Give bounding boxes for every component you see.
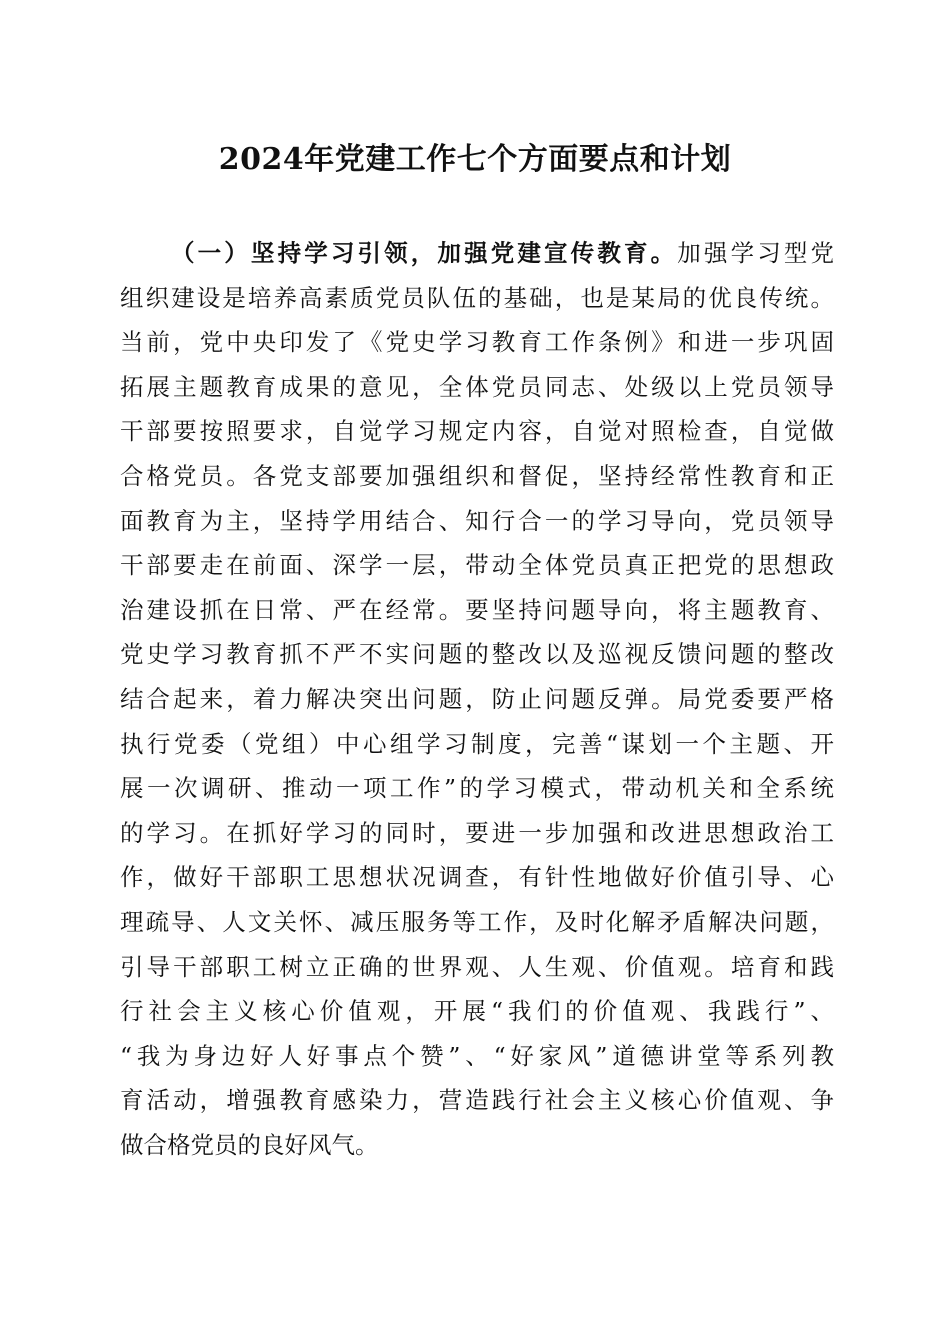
- paragraph-line: 行社会主义核心价值观，开展“我们的价值观、我践行”、: [120, 997, 834, 1026]
- document-title: 2024年党建工作七个方面要点和计划: [218, 142, 732, 177]
- paragraph-line: 组织建设是培养高素质党员队伍的基础，也是某局的优良传统。: [120, 283, 834, 312]
- paragraph-line: 展一次调研、推动一项工作”的学习模式，带动机关和全系统: [120, 774, 834, 803]
- paragraph-line: 作，做好干部职工思想状况调查，有针性地做好价值引导、心: [120, 863, 834, 892]
- paragraph-line: 育活动，增强教育感染力，营造践行社会主义核心价值观、争: [120, 1086, 834, 1115]
- paragraph-line: 治建设抓在日常、严在经常。要坚持问题导向，将主题教育、: [120, 595, 834, 624]
- paragraph-line: 理疏导、人文关怀、减压服务等工作，及时化解矛盾解决问题，: [120, 907, 834, 936]
- paragraph-line-1-text: 加强学习型党: [677, 239, 835, 267]
- paragraph-line: 的学习。在抓好学习的同时，要进一步加强和改进思想政治工: [120, 818, 834, 847]
- paragraph-line: “我为身边好人好事点个赞”、“好家风”道德讲堂等系列教: [120, 1041, 834, 1070]
- paragraph-line: 党史学习教育抓不严不实问题的整改以及巡视反馈问题的整改: [120, 640, 834, 669]
- paragraph-line: 拓展主题教育成果的意见，全体党员同志、处级以上党员领导: [120, 372, 834, 401]
- paragraph-line: 执行党委（党组）中心组学习制度，完善“谋划一个主题、开: [120, 729, 834, 758]
- paragraph-line: 干部要按照要求，自觉学习规定内容，自觉对照检查，自觉做: [120, 417, 834, 446]
- paragraph-line: 引导干部职工树立正确的世界观、人生观、价值观。培育和践: [120, 952, 834, 981]
- paragraph-line: 当前，党中央印发了《党史学习教育工作条例》和进一步巩固: [120, 328, 834, 357]
- section-1-heading: （一）坚持学习引领，加强党建宣传教育。: [171, 239, 678, 267]
- paragraph-line: 干部要走在前面、深学一层，带动全体党员真正把党的思想政: [120, 551, 834, 580]
- paragraph-line-last: 做合格党员的良好风气。: [120, 1130, 379, 1159]
- paragraph-line-1: [120, 231, 834, 276]
- paragraph-line: 合格党员。各党支部要加强组织和督促，坚持经常性教育和正: [120, 461, 834, 490]
- paragraph-line: 面教育为主，坚持学用结合、知行合一的学习导向，党员领导: [120, 506, 834, 535]
- section-1-paragraph: [120, 231, 834, 1167]
- paragraph-line: 结合起来，着力解决突出问题，防止问题反弹。局党委要严格: [120, 684, 834, 713]
